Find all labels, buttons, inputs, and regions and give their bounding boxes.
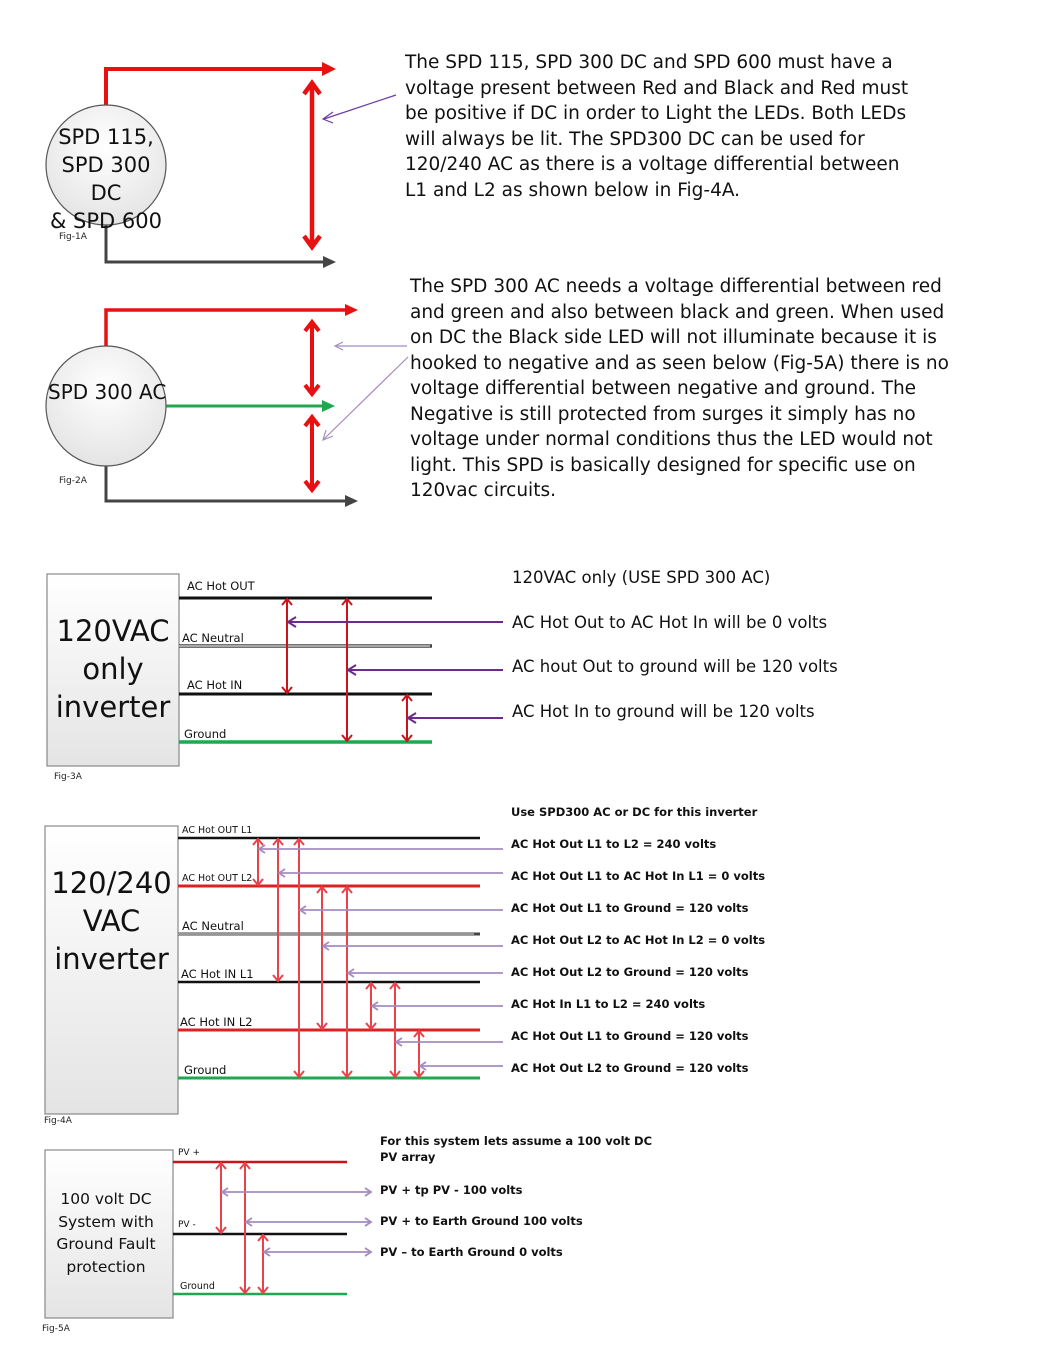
figure-caption: Fig-5A [42, 1324, 70, 1334]
voltage-note: AC Hot Out L2 to Ground = 120 volts [511, 1061, 749, 1075]
fig3-heading: 120VAC only (USE SPD 300 AC) [512, 568, 771, 587]
wire-label: AC Hot OUT L2 [182, 873, 253, 884]
wire-label: AC Neutral [182, 919, 244, 933]
spd-circle-label: SPD 300 AC [48, 380, 167, 404]
dc-system-label-line: 100 volt DC [60, 1190, 152, 1208]
spd-circle [46, 346, 166, 466]
wire-label: Ground [180, 1281, 215, 1292]
dc-system-label [45, 1188, 167, 1278]
spd-circle-label [46, 123, 166, 235]
voltage-note: AC Hot Out L2 to AC Hot In L2 = 0 volts [511, 933, 766, 947]
arrowhead [322, 400, 335, 412]
circle-label-line: SPD 115, [58, 125, 154, 149]
fig5-heading-line: PV array [380, 1150, 436, 1164]
inverter-label-line: 120/240 [51, 866, 172, 900]
wire-label: AC Hot OUT L1 [182, 825, 253, 836]
wire-label: Ground [184, 1063, 227, 1077]
voltage-note: AC Hot In L1 to L2 = 240 volts [511, 997, 706, 1011]
arrowhead [345, 304, 358, 316]
circle-label-line: & SPD 600 [50, 209, 162, 233]
fig4-heading: Use SPD300 AC or DC for this inverter [511, 805, 758, 819]
fig-2a [46, 304, 408, 507]
figure-caption: Fig-3A [54, 772, 82, 782]
fig5-heading-line: For this system lets assume a 100 volt DC [380, 1134, 653, 1148]
voltage-note: AC Hot Out L2 to Ground = 120 volts [511, 965, 749, 979]
fig1-description: The SPD 115, SPD 300 DC and SPD 600 must have a voltage present between Red and Black and Red must be positive if DC in order to Light the LEDs. Both LEDs will always be lit. The SPD300 DC can be used for 120/240 AC as there is a voltage differential between L1 and L2 as shown below in Fig-4A. [405, 52, 909, 201]
voltage-note: AC Hot Out L1 to Ground = 120 volts [511, 1029, 749, 1043]
arrowhead [322, 62, 336, 76]
voltage-note: AC Hot Out L1 to AC Hot In L1 = 0 volts [511, 869, 766, 883]
inverter-label-line: inverter [55, 690, 171, 724]
voltage-note: PV + tp PV - 100 volts [380, 1183, 523, 1197]
dc-system-label-line: Ground Fault [56, 1235, 156, 1253]
voltage-note: AC Hot Out L1 to Ground = 120 volts [511, 901, 749, 915]
circle-label-line: SPD 300 DC [61, 153, 151, 205]
dc-system-label-line: System with [58, 1212, 154, 1231]
arrowhead [345, 495, 358, 507]
voltage-note: AC hout Out to ground will be 120 volts [512, 657, 838, 676]
wire-label: PV + [178, 1148, 200, 1158]
figure-caption: Fig-4A [44, 1116, 72, 1126]
inverter-label-line: only [82, 652, 144, 686]
inverter-label [47, 612, 179, 726]
pointer-arrow [324, 95, 396, 119]
voltage-note: AC Hot Out L1 to L2 = 240 volts [511, 837, 717, 851]
dc-system-label-line: protection [66, 1257, 146, 1276]
red-wire [106, 69, 326, 106]
wire-label: AC Hot IN L2 [180, 1015, 253, 1029]
wire-label: AC Hot IN L1 [181, 967, 254, 981]
voltage-note: PV – to Earth Ground 0 volts [380, 1245, 563, 1259]
wire-label: PV - [178, 1220, 196, 1230]
wire-label: Ground [184, 727, 227, 741]
inverter-label [45, 864, 178, 978]
inverter-label-line: inverter [54, 942, 169, 976]
voltage-note: AC Hot In to ground will be 120 volts [512, 702, 815, 721]
arrowhead [323, 256, 336, 268]
wire-label: AC Neutral [182, 631, 244, 645]
wire-label: AC Hot OUT [187, 579, 255, 593]
pointer-arrow [324, 357, 408, 439]
voltage-note: PV + to Earth Ground 100 volts [380, 1214, 583, 1228]
figure-caption: Fig-2A [59, 476, 87, 486]
inverter-label-line: 120VAC [56, 614, 170, 648]
fig2-description: The SPD 300 AC needs a voltage differential between red and green and also between black and green. When used on DC the Black side LED will not illuminate because it is hooked to negative and as seen below (Fig-5A) there is no voltage differential between negative and ground. The Negative is still protected from surges it simply has no voltage under normal conditions thus the LED would not light. This SPD is basically designed for specific use on 120vac circuits. [410, 276, 949, 501]
inverter-label-line: VAC [82, 904, 141, 938]
wire-label: AC Hot IN [187, 678, 243, 692]
figure-caption: Fig-1A [59, 232, 87, 242]
voltage-note: AC Hot Out to AC Hot In will be 0 volts [512, 613, 828, 632]
